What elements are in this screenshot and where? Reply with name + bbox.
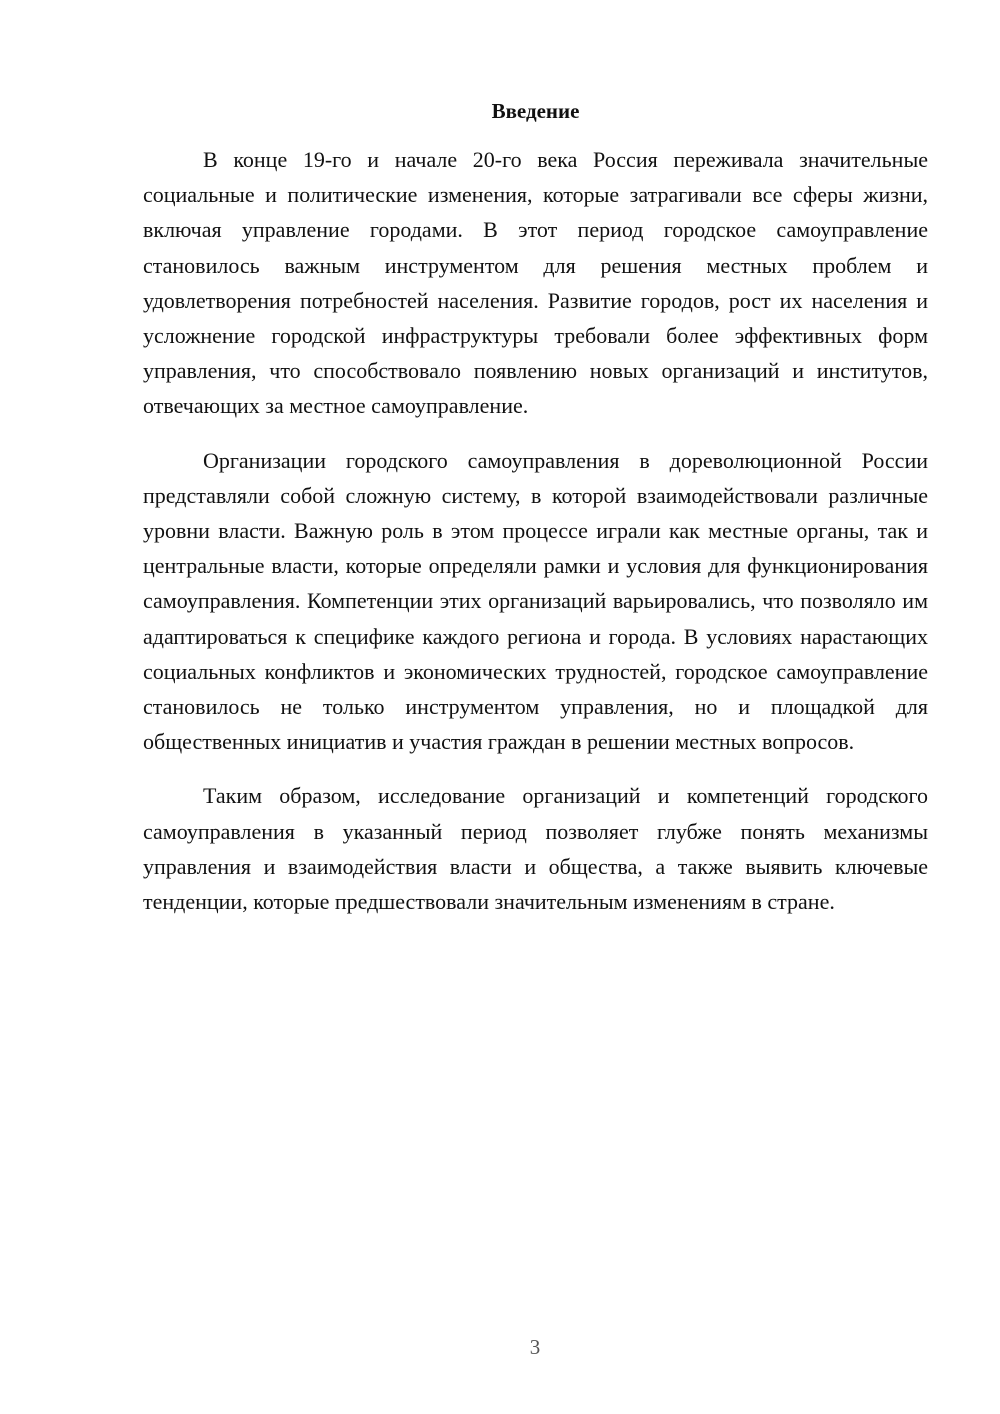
paragraph-2: Организации городского самоуправления в дореволюционной России представляли собой сложную систему, в которой взаимодействовали различные уровни власти. Важную роль в этом процессе играли как местные органы, так и центральные власти, которые определяли рамки и условия для функционирования самоуправления. Компетенции этих организаций варьировались, что позволяло им адаптироваться к специфике каждого региона и города. В условиях нарастающих социальных конфликтов и экономических трудностей, городское самоуправление становилось не только инструментом управления, но и площадкой для общественных инициатив и участия граждан в решении местных вопросов. bbox=[143, 447, 928, 755]
body-text bbox=[143, 142, 928, 938]
page-number: 3 bbox=[529, 1335, 541, 1359]
paragraph-3: Таким образом, исследование организаций и компетенций городского самоуправления в указанный период позволяет глубже понять механизмы управления и взаимодействия власти и общества, а также выявить ключевые тенденции, которые предшествовали значительным изменениям в стране. bbox=[143, 783, 928, 915]
paragraph-1: В конце 19-го и начале 20-го века Россия переживала значительные социальные и политические изменения, которые затрагивали все сферы жизни, включая управление городами. В этот период городское самоуправление становилось важным инструментом для решения местных проблем и удовлетворения потребностей населения. Развитие городов, рост их населения и усложнение городской инфраструктуры требовали более эффективных форм управления, что способствовало появлению новых организаций и институтов, отвечающих за местное самоуправление. bbox=[143, 147, 928, 419]
section-heading: Введение bbox=[491, 99, 580, 123]
